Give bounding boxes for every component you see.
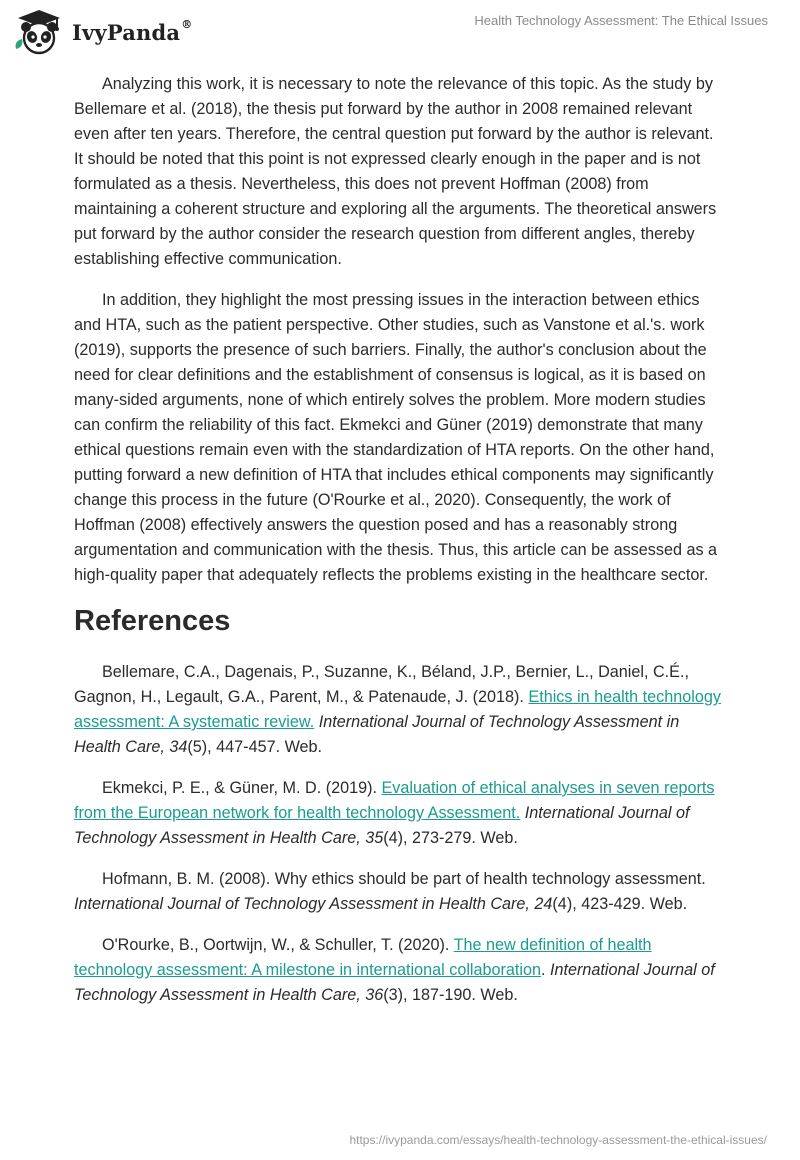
reference-item xyxy=(74,933,726,1008)
references-heading: References xyxy=(74,605,231,637)
document-title: Health Technology Assessment: The Ethical Issues xyxy=(474,13,768,28)
ivypanda-logo[interactable] xyxy=(12,7,192,57)
essay-content xyxy=(74,72,726,1024)
ref-journal: International Journal of Technology Assessment in Health Care, 35 xyxy=(74,804,690,847)
ref-title-link[interactable]: Evaluation of ethical analyses in seven reports from the European network for health technology Assessment. xyxy=(74,779,715,822)
reference-item xyxy=(74,776,726,851)
ref-title: . xyxy=(541,961,546,979)
reference-item xyxy=(74,660,726,760)
panda-logo-icon xyxy=(12,7,66,57)
body-paragraph: In addition, they highlight the most pressing issues in the interaction between ethics and HTA, such as the patient perspective. Other studies, such as Vanstone et al.'s. work (2019), supports the presence of such barriers. Finally, the author's conclusion about the need for clear definitions and the establishment of consensus is logical, as it is based on many-sided arguments, none of which entirely solves the problem. More modern studies can confirm the reliability of this fact. Ekmekci and Güner (2019) demonstrate that many ethical questions remain even with the standardization of HTA reports. On the other hand, putting forward a new definition of HTA that includes ethical components may significantly change this process in the future (O'Rourke et al., 2020). Consequently, the work of Hoffman (2008) effectively answers the question posed and has a reasonably strong argumentation and communication with the thesis. Thus, this article can be assessed as a high-quality paper that adequately reflects the problems existing in the healthcare sector. xyxy=(74,291,718,584)
ref-authors: Hofmann, B. M. (2008). xyxy=(102,870,275,888)
ref-authors: O'Rourke, B., Oortwijn, W., & Schuller, T. (2020). xyxy=(102,936,454,954)
ref-details: (4), 423-429. Web. xyxy=(552,895,688,913)
reference-item xyxy=(74,867,726,917)
ref-title-link[interactable]: The new definition of health technology assessment: A milestone in international collaboration xyxy=(74,936,652,979)
ref-details: (5), 447-457. Web. xyxy=(187,738,323,756)
ref-authors: Bellemare, C.A., Dagenais, P., Suzanne, K., Béland, J.P., Bernier, L., Daniel, C.É., Gagnon, H., Legault, G.A., Parent, M., & Patenaude, J. (2018). xyxy=(74,663,689,706)
ref-journal: International Journal of Technology Assessment in Health Care, 36 xyxy=(74,961,715,1004)
ref-journal: International Journal of Technology Assessment in Health Care, 34 xyxy=(74,713,680,756)
ref-details: (3), 187-190. Web. xyxy=(383,986,518,1004)
page-header xyxy=(0,0,800,64)
brand-name: IvyPanda® xyxy=(72,17,193,45)
body-paragraph: Analyzing this work, it is necessary to note the relevance of this topic. As the study by Bellemare et al. (2018), the thesis put forward by the author in 2008 remained relevant even after ten years. Therefore, the central question put forward by the author is relevant. It should be noted that this point is not expressed clearly enough in the paper and is not formulated as a thesis. Nevertheless, this does not prevent Hoffman (2008) from maintaining a coherent structure and exploring all the arguments. The theoretical answers put forward by the author consider the research question from different angles, thereby establishing effective communication. xyxy=(74,75,717,268)
ref-details: (4), 273-279. Web. xyxy=(383,829,518,847)
source-url[interactable]: https://ivypanda.com/essays/health-technology-assessment-the-ethical-issues/ xyxy=(349,1133,767,1147)
ref-journal: International Journal of Technology Assessment in Health Care, 24 xyxy=(74,895,553,913)
ref-title: Why ethics should be part of health technology assessment. xyxy=(274,870,706,888)
ref-title-link[interactable]: Ethics in health technology assessment: A systematic review. xyxy=(74,688,721,731)
ref-authors: Ekmekci, P. E., & Güner, M. D. (2019). xyxy=(102,779,382,797)
